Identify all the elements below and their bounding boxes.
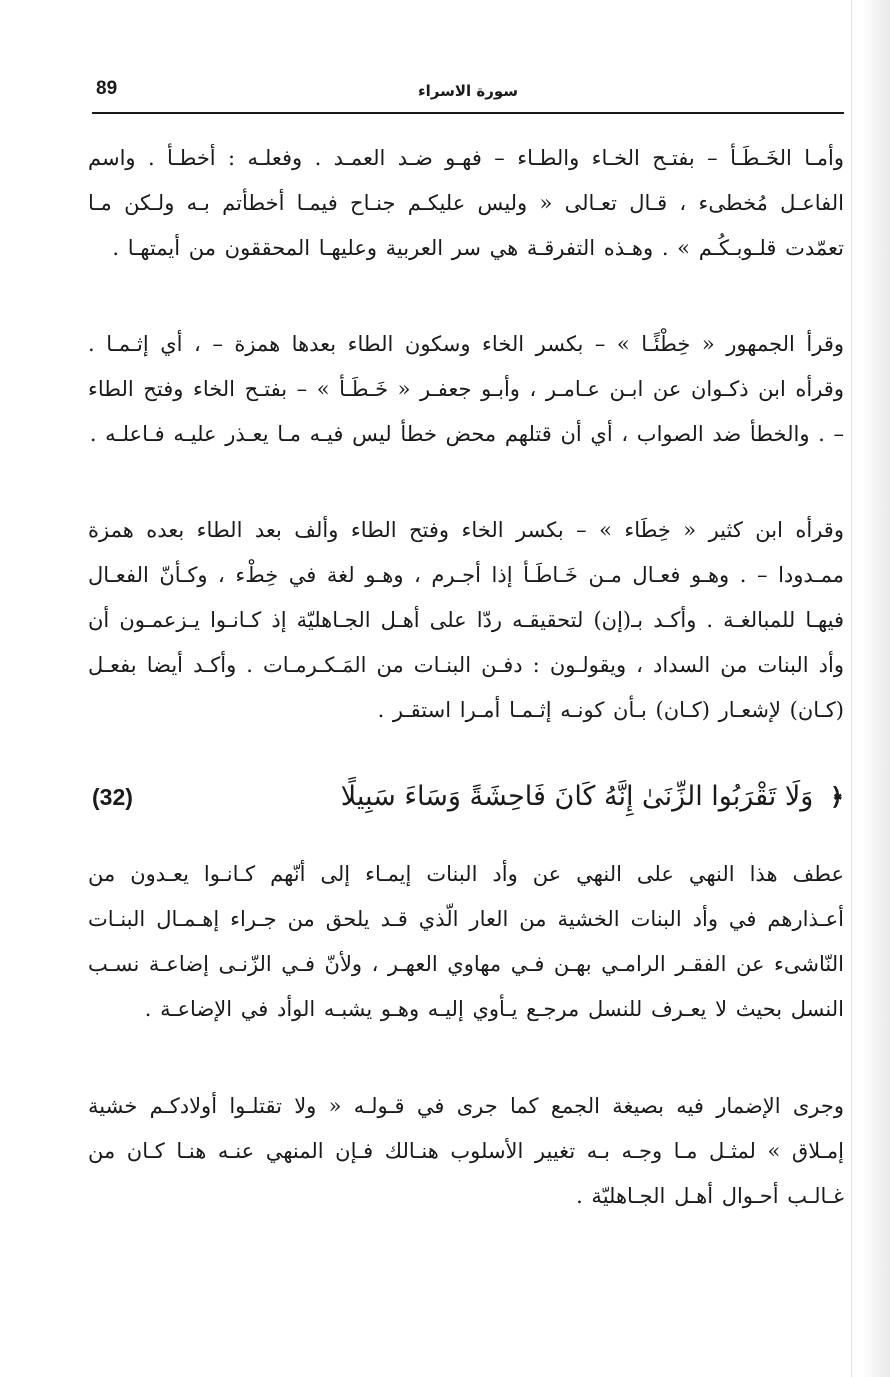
header-rule: [92, 112, 844, 114]
paragraph-1: [88, 136, 844, 271]
paragraph-text: عطف هذا النهي على النهي عن وأد البنات إيمـاء إلى أنّهم كـانـوا يعـدون من أعـذارهم في وأد البنات الخشية من العار الّذي قـد يلحق من جـراء إهـمـال البنـات النّاشىء عن الفقـر الرامـي بهـن فـي مهاوي العهـر ، ولأنّ فـي الزّنـى إضاعـة نسـب النسل بحيث لا يعـرف للنسل مرجـع يـأوي إليـه وهـو يشبـه الوأد في الإضاعـة .: [88, 862, 845, 1021]
surah-title: سورة الاسراء: [417, 82, 519, 100]
quran-verse: [92, 772, 844, 822]
paragraph-text: وقرأه ابن كثير « خِطَاء » – بكسر الخاء وفتح الطاء وألف بعد الطاء بعده همزة ممـدودا – . وهـو فعـال مـن خَـاطَـأ إذا أجـرم ، وهـو لغة في خِطْء ، وكـأنّ الفعـال فيهـا للمبالغـة . وأكـد بـ(إن) لتحقيقـه ردّا على أهـل الجـاهليّة إذ كـانـوا يـزعمـون أن وأد البنات من السداد ، ويقولـون : دفـن البنـات من المَـكـرمـات . وأكـد أيضا بفعـل (كـان) لإشعـار (كـان) بـأن كونـه إثـمـا أمـرا استقـر .: [88, 518, 844, 722]
page-header: [92, 78, 844, 114]
paragraph-2: [88, 322, 844, 457]
verse-open-bracket: ﴿: [829, 782, 844, 811]
paragraph-text: وأمـا الخَـطَـأ – بفتـح الخـاء والطـاء – فهـو ضـد العمـد . وفعلـه : أخطـأ . واسم الفاعـل مُخطىء ، قـال تعـالى « وليس عليكـم جنـاح فيمـا أخطأتم بـه ولـكن مـا تعمّدت قلـوبـكُـم » . وهـذه التفرقـة هي سر العربية وعليهـا المحققون من أيمتهـا .: [88, 146, 844, 260]
paragraph-4: [88, 852, 844, 1032]
paragraph-5: [88, 1084, 844, 1219]
verse-number: (32): [92, 784, 133, 810]
verse-text: وَلَا تَقْرَبُوا الزِّنَىٰ إِنَّهُ كَانَ فَاحِشَةً وَسَاءَ سَبِيلًا: [340, 781, 814, 812]
paragraph-text: وقرأ الجمهور « خِطْئًـا » – بكسر الخاء وسكون الطاء بعدها همزة – ، أي إثـمـا . وقرأه ابن ذكـوان عن ابـن عـامـر ، وأبـو جعفـر « خَـطَـأ » – بفتـح الخاء وفتح الطاء – . والخطأ ضد الصواب ، أي أن قتلهم محض خطأ ليس فيـه مـا يعـذر عليـه فـاعلـه .: [88, 332, 844, 446]
scan-shadow: [862, 0, 890, 1377]
page-number: 89: [96, 78, 118, 99]
scan-line: [851, 0, 852, 1377]
paragraph-text: وجرى الإضمار فيه بصيغة الجمع كما جرى في قـولـه « ولا تقتلـوا أولادكـم خشية إمـلاق » لمثـل مـا وجـه بـه تغيير الأسلوب هنـالك فـإن المنهي عنـه هنـا كـان من غـالـب أحـوال أهـل الجـاهليّة .: [88, 1094, 844, 1208]
paragraph-3: [88, 508, 844, 733]
